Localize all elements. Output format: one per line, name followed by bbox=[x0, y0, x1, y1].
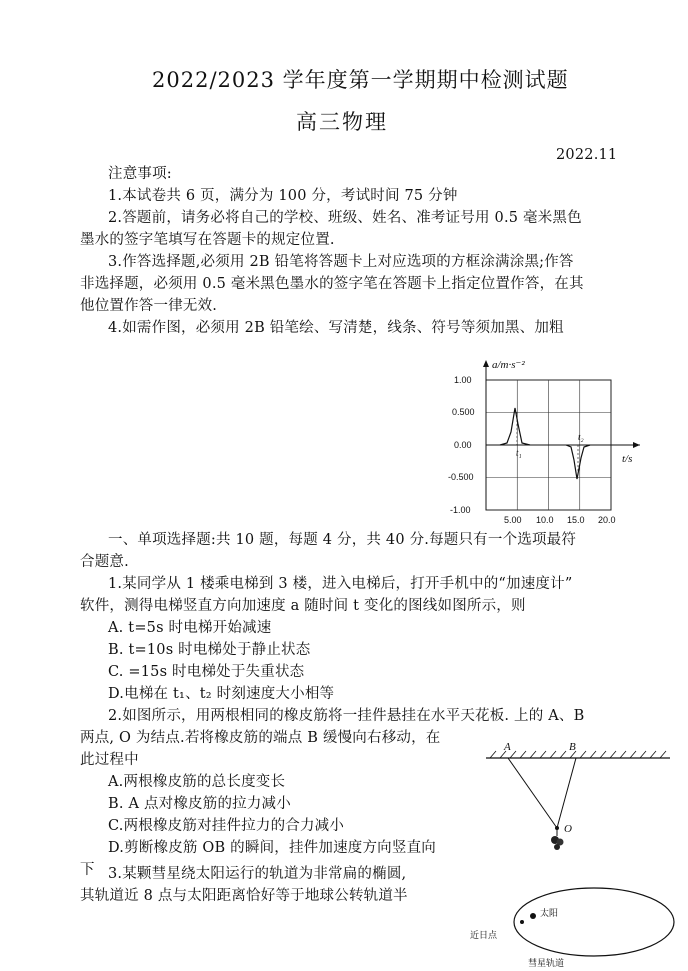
rubber-band-ob bbox=[557, 758, 576, 828]
rubber-band-oa bbox=[508, 758, 557, 828]
xtick-2: 10.0 bbox=[536, 515, 554, 525]
sun-label: 太阳 bbox=[540, 909, 559, 919]
rubber-band-figure bbox=[478, 736, 678, 866]
section1-line-1: 一、单项选择题:共 10 题，每题 4 分，共 40 分.每题只有一个选项最符 bbox=[108, 532, 577, 548]
notice-line-7: 4.如需作图，必须用 2B 铅笔绘、写清楚，线条、符号等须加黑、加粗 bbox=[108, 320, 564, 336]
exam-subtitle: 高三物理 bbox=[296, 110, 388, 134]
q2-stem-2: 两点, O 为结点.若将橡皮筋的端点 B 缓慢向右移动，在 bbox=[80, 730, 441, 746]
q2-option-a: A.两根橡皮筋的总长度变长 bbox=[108, 774, 286, 790]
q2-option-b: B. A 点对橡皮筋的拉力减小 bbox=[108, 796, 291, 812]
notice-line-6: 他位置作答一律无效. bbox=[80, 298, 218, 314]
comet-orbit-ellipse bbox=[514, 888, 674, 956]
ytick-5: -1.00 bbox=[450, 505, 471, 515]
exam-date: 2022.11 bbox=[556, 147, 618, 163]
xtick-3: 15.0 bbox=[567, 515, 585, 525]
section1-line-2: 合题意. bbox=[80, 554, 129, 570]
notice-heading: 注意事项: bbox=[108, 166, 172, 182]
q3-stem-1: 3.某颗彗星绕太阳运行的轨道为非常扁的椭圆, bbox=[108, 866, 407, 882]
notice-line-2: 2.答题前，请务必将自己的学校、班级、姓名、准考证号用 0.5 毫米黑色 bbox=[108, 210, 582, 226]
t2-label: t₂ bbox=[578, 432, 584, 442]
point-b-label: B bbox=[569, 741, 576, 753]
ceiling-hatching bbox=[490, 751, 666, 758]
orbit-label: 彗星轨道 bbox=[528, 959, 565, 968]
xtick-1: 5.00 bbox=[504, 515, 522, 525]
ytick-1: 1.00 bbox=[454, 375, 472, 385]
q1-option-a: A. t=5s 时电梯开始减速 bbox=[108, 620, 272, 636]
acceleration-graph bbox=[440, 350, 650, 530]
notice-line-1: 1.本试卷共 6 页，满分为 100 分，考试时间 75 分钟 bbox=[108, 188, 458, 204]
ytick-2: 0.500 bbox=[452, 407, 475, 417]
accel-axis-arrow bbox=[483, 360, 489, 367]
notice-line-3: 墨水的签字笔填写在答题卡的规定位置. bbox=[80, 232, 335, 248]
perihelion-point bbox=[520, 920, 524, 924]
point-a-label: A bbox=[504, 741, 511, 753]
q1-option-c: C. =15s 时电梯处于失重状态 bbox=[108, 664, 305, 680]
q2-stem-1: 2.如图所示，用两根相同的橡皮筋将一挂件悬挂在水平天花板. 上的 A、B bbox=[108, 708, 585, 724]
sun-dot bbox=[530, 913, 536, 919]
notice-line-4: 3.作答选择题,必须用 2B 铅笔将答题卡上对应选项的方框涂满涂黑;作答 bbox=[108, 254, 574, 270]
q2-option-d-tail: 下 bbox=[80, 862, 95, 878]
point-o-label: O bbox=[564, 823, 572, 835]
q1-stem-2: 软件，测得电梯竖直方向加速度 a 随时间 t 变化的图线如图所示，则 bbox=[80, 598, 526, 614]
graph-ylabel: a/m·s⁻² bbox=[492, 359, 525, 371]
exam-title: 2022/2023 学年度第一学期期中检测试题 bbox=[152, 68, 569, 92]
perihelion-label: 近日点 bbox=[470, 931, 498, 941]
t1-label: t₁ bbox=[516, 448, 522, 458]
q3-stem-2: 其轨道近 8 点与太阳距离恰好等于地球公转轨道半 bbox=[80, 888, 408, 904]
ytick-3: 0.00 bbox=[454, 440, 472, 450]
notice-line-5: 非选择题，必须用 0.5 毫米黑色墨水的签字笔在答题卡上指定位置作答，在其 bbox=[80, 276, 584, 292]
comet-orbit-figure bbox=[470, 880, 680, 968]
q2-option-c: C.两根橡皮筋对挂件拉力的合力减小 bbox=[108, 818, 345, 834]
q1-option-d: D.电梯在 t₁、t₂ 时刻速度大小相等 bbox=[108, 686, 335, 702]
q1-option-b: B. t=10s 时电梯处于静止状态 bbox=[108, 642, 311, 658]
q2-stem-3: 此过程中 bbox=[80, 752, 139, 768]
ytick-4: -0.500 bbox=[448, 472, 474, 482]
time-axis-arrow bbox=[633, 442, 640, 448]
graph-xlabel: t/s bbox=[622, 453, 633, 465]
accel-curve-positive bbox=[500, 408, 530, 445]
pendant-icon bbox=[551, 828, 564, 850]
q2-option-d: D.剪断橡皮筋 OB 的瞬间，挂件加速度方向竖直向 bbox=[108, 840, 436, 856]
q1-stem-1: 1.某同学从 1 楼乘电梯到 3 楼，进入电梯后，打开手机中的“加速度计” bbox=[108, 576, 573, 592]
xtick-4: 20.0 bbox=[598, 515, 616, 525]
